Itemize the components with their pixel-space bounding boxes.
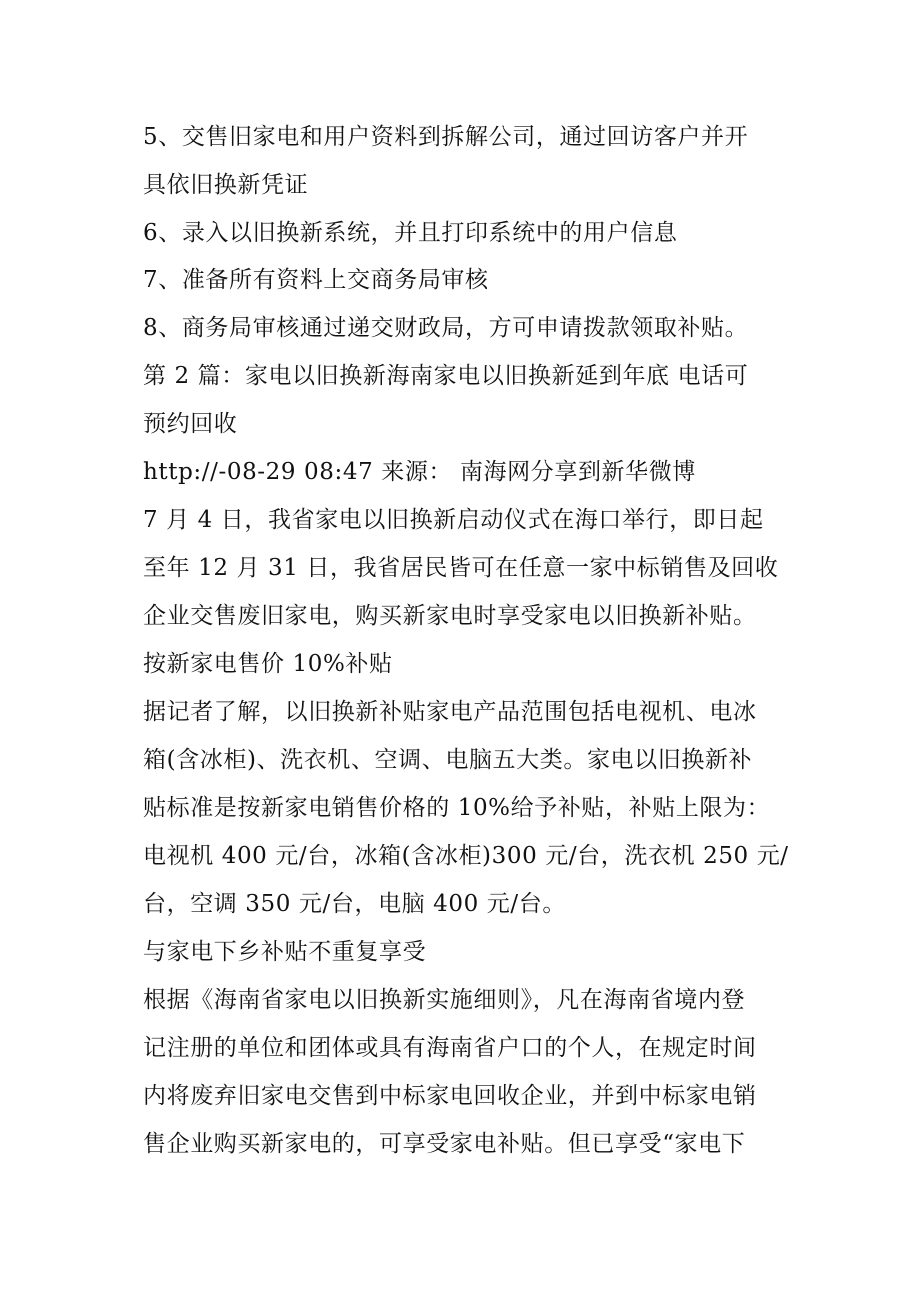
section-heading-line: 预约回收 [143,411,238,437]
text-line: 台，空调 350 元/台，电脑 400 元/台。 [143,891,566,917]
text-line: 箱(含冰柜)、洗衣机、空调、电脑五大类。家电以旧换新补 [143,747,753,773]
text-line: 内将废弃旧家电交售到中标家电回收企业，并到中标家电销 [143,1083,757,1109]
text-line: 至年 12 月 31 日，我省居民皆可在任意一家中标销售及回收 [143,555,779,581]
text-line: 记注册的单位和团体或具有海南省户口的个人，在规定时间 [143,1035,757,1061]
subheading-line: 按新家电售价 10%补贴 [143,651,393,677]
text-line: 售企业购买新家电的，可享受家电补贴。但已享受“家电下 [143,1131,746,1157]
text-line: 企业交售废旧家电，购买新家电时享受家电以旧换新补贴。 [143,603,757,629]
text-line: 电视机 400 元/台，冰箱(含冰柜)300 元/台，洗衣机 250 元/ [143,843,789,869]
text-line: 6、录入以旧换新系统，并且打印系统中的用户信息 [143,220,678,246]
text-line: 7 月 4 日，我省家电以旧换新启动仪式在海口举行，即日起 [143,507,764,533]
text-line: 8、商务局审核通过递交财政局，方可申请拨款领取补贴。 [143,315,749,341]
text-line: 据记者了解，以旧换新补贴家电产品范围包括电视机、电冰 [143,699,757,725]
source-line: http://-08-29 08:47 来源： 南海网分享到新华微博 [143,459,696,485]
text-line: 5、交售旧家电和用户资料到拆解公司，通过回访客户并开 [143,124,749,150]
text-line: 根据《海南省家电以旧换新实施细则》，凡在海南省境内登 [143,987,746,1013]
section-heading-line: 第 2 篇：家电以旧换新海南家电以旧换新延到年底 电话可 [143,363,749,389]
subheading-line: 与家电下乡补贴不重复享受 [143,939,427,965]
text-line: 具依旧换新凭证 [143,172,309,198]
text-line: 7、准备所有资料上交商务局审核 [143,267,489,293]
text-line: 贴标准是按新家电销售价格的 10%给予补贴，补贴上限为： [143,795,771,821]
